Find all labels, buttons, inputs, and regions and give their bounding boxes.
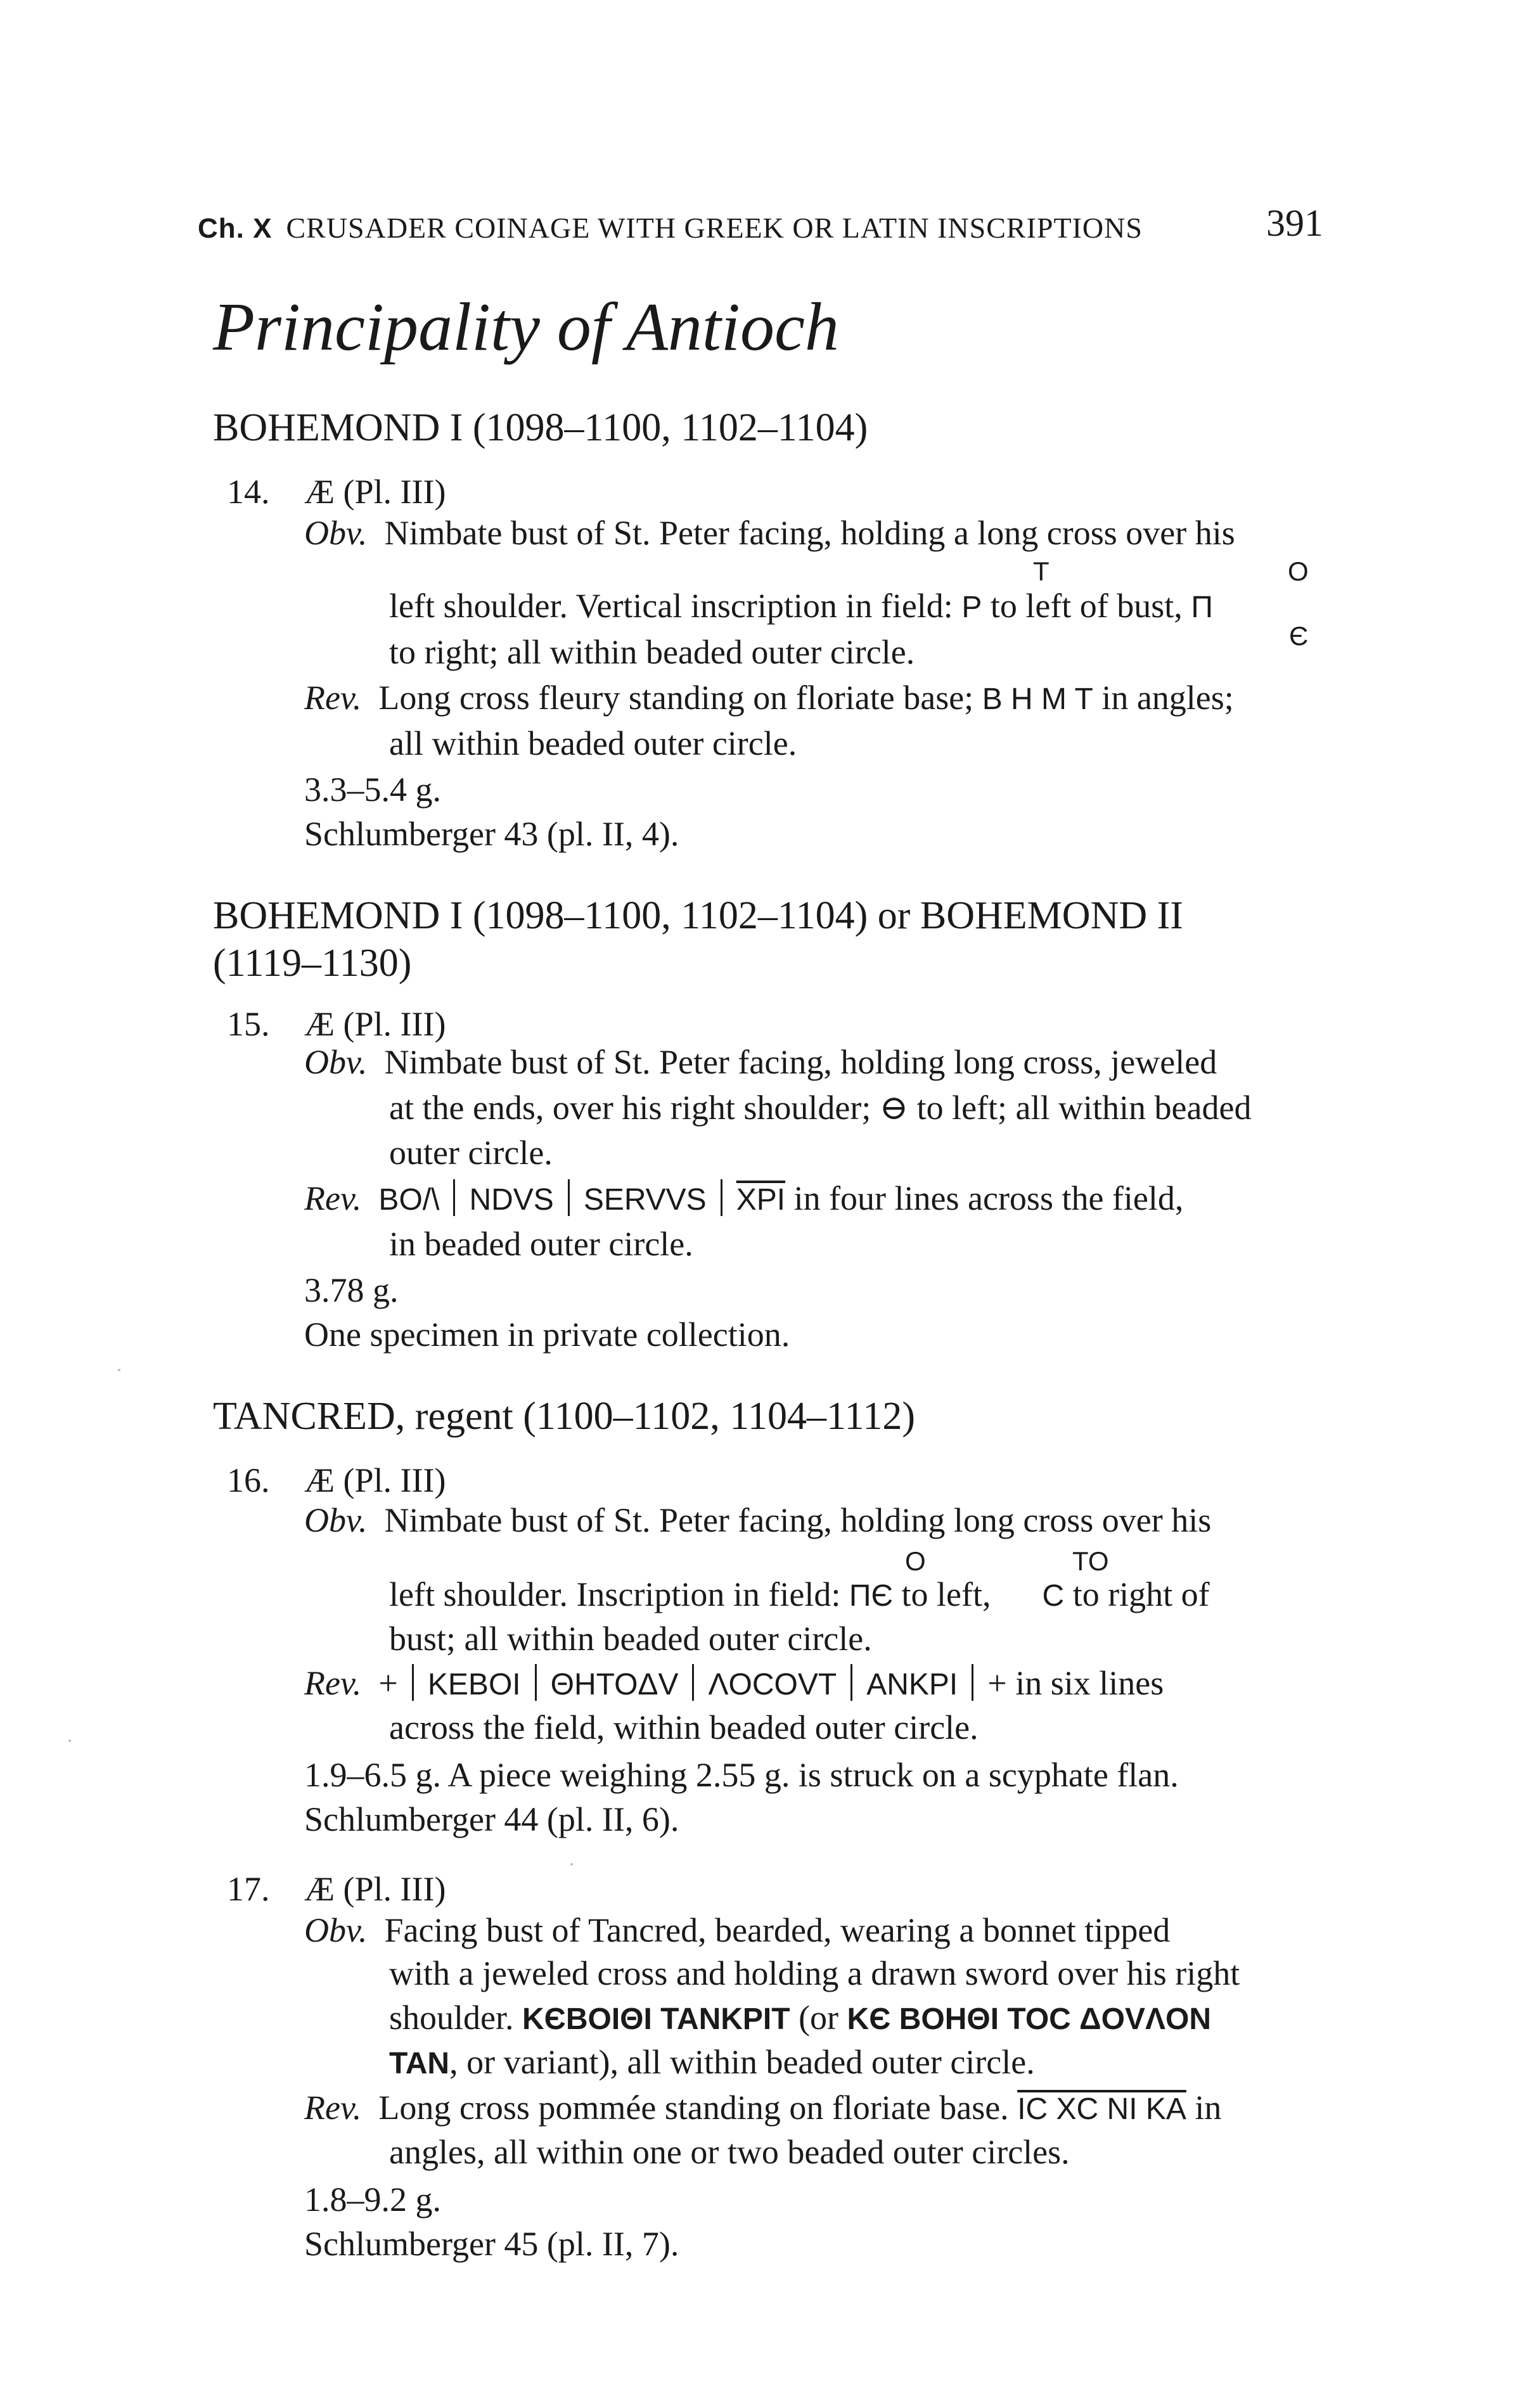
- inscription: B H M T: [982, 682, 1093, 716]
- entry-14-glyph-t: T: [1033, 556, 1049, 586]
- obverse-text: to right of: [1072, 1575, 1210, 1613]
- line-divider: [568, 1179, 570, 1216]
- obverse-text: left shoulder. Vertical inscription in field:: [389, 587, 953, 625]
- entry-16-obverse-line3: bust; all within beaded outer circle.: [389, 1620, 872, 1658]
- obverse-text: (or: [799, 1999, 839, 2037]
- entry-17-obverse-line4: [389, 2042, 1035, 2082]
- entry-14-metal: Æ (Pl. III): [304, 473, 446, 511]
- chapter-label: Ch. X: [198, 213, 273, 244]
- entry-14-weight: 3.3–5.4 g.: [304, 771, 441, 809]
- line-divider: [412, 1664, 414, 1701]
- entry-14-number: 14.: [227, 473, 270, 511]
- entry-16-obverse-line2: [389, 1575, 1210, 1614]
- section-heading-text: BOHEMOND I (1098–1100, 1102–1104) or BOHEMOND II: [213, 894, 1183, 937]
- inscription: KЄBOIΘI TANKPIΤ: [522, 2002, 790, 2036]
- entry-15-number: 15.: [227, 1005, 270, 1043]
- reverse-text: in six lines: [1015, 1664, 1164, 1702]
- inscription: KЄ BOHΘI TOC ΔOVΛON: [847, 2002, 1212, 2036]
- line-divider: [850, 1664, 852, 1701]
- entry-16-obverse-line1: [304, 1501, 1211, 1540]
- entry-14-glyph-o: O: [1288, 556, 1309, 586]
- running-head: [198, 211, 1143, 245]
- entry-15-reverse-line2: in beaded outer circle.: [389, 1225, 693, 1263]
- inscription: ΘHTOΔV: [550, 1668, 679, 1701]
- running-title: CRUSADER COINAGE WITH GREEK OR LATIN INSCRIPTIONS: [286, 212, 1143, 244]
- scan-speck: [570, 1863, 573, 1866]
- entry-14-obverse-line2: [389, 586, 1213, 625]
- obverse-label: Obv.: [304, 1043, 368, 1081]
- entry-14-obverse-line1: [304, 513, 1235, 553]
- obverse-text: , or variant), all within beaded outer circle.: [449, 2043, 1035, 2081]
- scan-speck: [118, 1369, 120, 1371]
- entry-17-obverse-line3: [389, 1998, 1211, 2037]
- inscription: TAN: [389, 2047, 450, 2080]
- inscription: IC XC NI KA: [1017, 2092, 1186, 2126]
- inscription: NDVS: [469, 1183, 554, 1217]
- entry-15-obverse-line3: outer circle.: [389, 1134, 553, 1172]
- reverse-text: in four lines across the field,: [793, 1179, 1184, 1217]
- inscription: KEBOI: [427, 1668, 521, 1701]
- obverse-label: Obv.: [304, 514, 368, 552]
- entry-17-obverse-line2: with a jeweled cross and holding a drawn sword over his right: [389, 1954, 1240, 1992]
- obverse-text: Nimbate bust of St. Peter facing, holding long cross, jeweled: [384, 1043, 1217, 1081]
- obverse-label: Obv.: [304, 1501, 368, 1539]
- entry-14-glyph-e: Є: [1289, 621, 1309, 651]
- entry-15-obverse-line1: [304, 1042, 1217, 1082]
- entry-17-reverse-line1: [304, 2088, 1221, 2127]
- entry-16-reference: Schlumberger 44 (pl. II, 6).: [304, 1800, 679, 1838]
- entry-17-reference: Schlumberger 45 (pl. II, 7).: [304, 2225, 679, 2263]
- line-divider: [692, 1664, 694, 1701]
- entry-16-number: 16.: [227, 1461, 270, 1499]
- reverse-text: Long cross fleury standing on floriate base;: [378, 679, 974, 717]
- entry-17-weight: 1.8–9.2 g.: [304, 2181, 441, 2219]
- entry-17-metal: Æ (Pl. III): [304, 1870, 446, 1908]
- entry-16-reverse-line1: [304, 1663, 1164, 1703]
- entry-15-metal: Æ (Pl. III): [304, 1005, 446, 1043]
- obverse-text: left shoulder. Inscription in field:: [389, 1575, 841, 1613]
- line-divider: [453, 1179, 455, 1216]
- obverse-text: Nimbate bust of St. Peter facing, holding a long cross over his: [384, 514, 1235, 552]
- entry-14-reverse-line1: [304, 678, 1234, 717]
- entry-16-weight: 1.9–6.5 g. A piece weighing 2.55 g. is struck on a scyphate flan.: [304, 1756, 1179, 1794]
- obverse-label: Obv.: [304, 1911, 368, 1949]
- section-heading-bohemond-i-or-ii: [213, 893, 1328, 938]
- section-heading-tancred: TANCRED, regent (1100–1102, 1104–1112): [213, 1395, 916, 1438]
- page-title: Principality of Antioch: [213, 290, 839, 365]
- page-number: 391: [1266, 202, 1323, 244]
- obverse-text: Facing bust of Tancred, bearded, wearing a bonnet tipped: [384, 1911, 1171, 1949]
- obverse-text: to left of bust,: [990, 587, 1183, 625]
- obverse-text: Nimbate bust of St. Peter facing, holding long cross over his: [384, 1501, 1212, 1539]
- entry-15-reverse-line1: [304, 1179, 1183, 1218]
- inscription: +: [378, 1664, 398, 1702]
- inscription: ANKPI: [866, 1668, 958, 1701]
- entry-15-weight: 3.78 g.: [304, 1271, 399, 1309]
- reverse-label: Rev.: [304, 1179, 362, 1217]
- inscription: BO/\: [378, 1183, 440, 1217]
- entry-17-obverse-line1: [304, 1911, 1170, 1950]
- reverse-label: Rev.: [304, 1664, 362, 1702]
- reverse-text: Long cross pommée standing on floriate base.: [378, 2089, 1009, 2127]
- line-divider: [972, 1664, 973, 1701]
- inscription-glyph: C: [1042, 1579, 1065, 1613]
- section-heading-bohemond-i: BOHEMOND I (1098–1100, 1102–1104): [213, 406, 868, 449]
- entry-16-glyph-o: O: [905, 1546, 926, 1576]
- entry-16-glyph-to: ΤΟ: [1072, 1546, 1109, 1576]
- line-divider: [535, 1664, 537, 1701]
- inscription-glyph: P: [961, 591, 982, 624]
- section-heading-bohemond-ii-dates: (1119–1130): [213, 942, 412, 985]
- line-divider: [721, 1179, 722, 1216]
- reverse-text: in: [1195, 2089, 1222, 2127]
- reverse-text: in angles;: [1101, 679, 1234, 717]
- entry-14-reverse-line2: all within beaded outer circle.: [389, 724, 797, 762]
- entry-17-number: 17.: [227, 1870, 270, 1908]
- reverse-label: Rev.: [304, 679, 362, 717]
- obverse-text: to left,: [901, 1575, 991, 1613]
- entry-15-reference: One specimen in private collection.: [304, 1316, 790, 1354]
- obverse-text: shoulder.: [389, 1999, 514, 2037]
- entry-15-obverse-line2: at the ends, over his right shoulder; ⊖ to left; all within beaded: [389, 1089, 1252, 1127]
- inscription: +: [987, 1664, 1007, 1702]
- inscription: SERVVS: [583, 1183, 707, 1217]
- inscription: $\overline{XPI}$: [736, 1183, 786, 1217]
- entry-17-reverse-line2: angles, all within one or two beaded outer circles.: [389, 2133, 1070, 2171]
- scan-speck: [68, 1739, 71, 1742]
- entry-14-obverse-line3: to right; all within beaded outer circle.: [389, 633, 915, 671]
- reverse-label: Rev.: [304, 2089, 362, 2127]
- inscription-glyph: Π: [1191, 591, 1213, 624]
- entry-16-reverse-line2: across the field, within beaded outer circle.: [389, 1708, 979, 1746]
- inscription: ΛOCOVT: [708, 1668, 837, 1701]
- inscription-glyph: ΠЄ: [849, 1579, 894, 1613]
- entry-14-reference: Schlumberger 43 (pl. II, 4).: [304, 815, 679, 853]
- entry-16-metal: Æ (Pl. III): [304, 1461, 446, 1499]
